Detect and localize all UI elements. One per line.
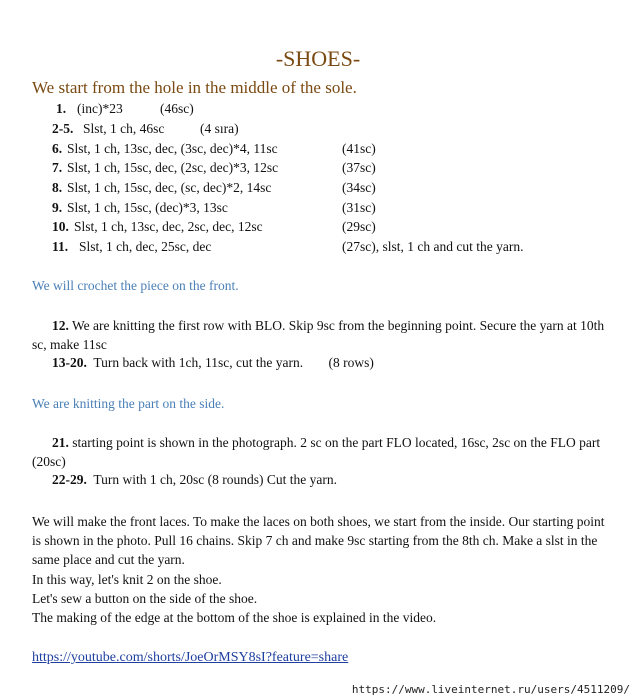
round-number: 10. (52, 219, 69, 234)
row-22-num: 22-29. (52, 472, 87, 487)
round-instruction: Slst, 1 ch, 15sc, dec, (sc, dec)*2, 14sc (67, 180, 272, 195)
round-number: 7. (52, 160, 63, 175)
round-number: 1. (56, 101, 67, 116)
round-count: (37sc) (342, 160, 376, 175)
laces-line-3: Let's sew a button on the side of the shoe. (32, 591, 258, 606)
row-13-count: (8 rows) (328, 355, 374, 370)
row-22-text: Turn with 1 ch, 20sc (8 rounds) Cut the yarn. (93, 472, 337, 487)
video-link[interactable]: https://youtube.com/shorts/JoeOrMSY8sI?feature=share (32, 650, 349, 665)
round-instruction: Slst, 1 ch, 46sc (83, 121, 165, 136)
round-instruction: Slst, 1 ch, 13sc, dec, (3sc, dec)*4, 11sc (67, 141, 278, 156)
round-count: (4 sıra) (200, 121, 239, 136)
laces-line-2: In this way, let's knit 2 on the shoe. (32, 572, 222, 587)
row-13-num: 13-20. (52, 355, 87, 370)
row-21 (32, 433, 607, 471)
row-12-num: 12. (52, 318, 69, 333)
row-21-num: 21. (52, 435, 69, 450)
intro-text: We start from the hole in the middle of the sole. (32, 78, 357, 97)
page-title: -SHOES- (275, 46, 361, 71)
round-count: (27sc), slst, 1 ch and cut the yarn. (342, 239, 524, 254)
watermark: https://www.liveinternet.ru/users/4511209/ (351, 683, 630, 696)
row-13-20 (52, 355, 374, 371)
round-instruction: Slst, 1 ch, 15sc, (dec)*3, 13sc (67, 200, 228, 215)
row-22-29 (52, 472, 337, 488)
row-12 (32, 316, 607, 354)
row-21-text: starting point is shown in the photograph. 2 sc on the part FLO located, 16sc, 2sc on the FLO part (20sc) (32, 435, 601, 469)
round-count: (41sc) (342, 141, 376, 156)
round-number: 6. (52, 141, 63, 156)
row-12-text: We are knitting the first row with BLO. Skip 9sc from the beginning point. Secure the yarn at 10th sc, make 11sc (32, 318, 605, 352)
round-number: 11. (52, 239, 69, 254)
round-number: 2-5. (52, 121, 74, 136)
round-instruction: Slst, 1 ch, 13sc, dec, 2sc, dec, 12sc (74, 219, 263, 234)
front-heading: We will crochet the piece on the front. (32, 278, 239, 293)
side-heading: We are knitting the part on the side. (32, 396, 225, 411)
round-instruction: (inc)*23 (77, 101, 123, 116)
round-number: 8. (52, 180, 63, 195)
round-count: (29sc) (342, 219, 376, 234)
row-13-text: Turn back with 1ch, 11sc, cut the yarn. (93, 355, 304, 370)
round-instruction: Slst, 1 ch, dec, 25sc, dec (79, 239, 212, 254)
laces-paragraph: We will make the front laces. To make the laces on both shoes, we start from the inside. Our starting point is shown in the photo. Pull 16 chains. Skip 7 ch and make 9sc starting from the 8th ch. Make a slst in the same place and cut the yarn. (32, 514, 605, 567)
round-instruction: Slst, 1 ch, 15sc, dec, (2sc, dec)*3, 12sc (67, 160, 279, 175)
laces-line-4: The making of the edge at the bottom of the shoe is explained in the video. (32, 610, 437, 625)
round-count: (46sc) (160, 101, 194, 116)
round-count: (34sc) (342, 180, 376, 195)
round-count: (31sc) (342, 200, 376, 215)
round-number: 9. (52, 200, 63, 215)
